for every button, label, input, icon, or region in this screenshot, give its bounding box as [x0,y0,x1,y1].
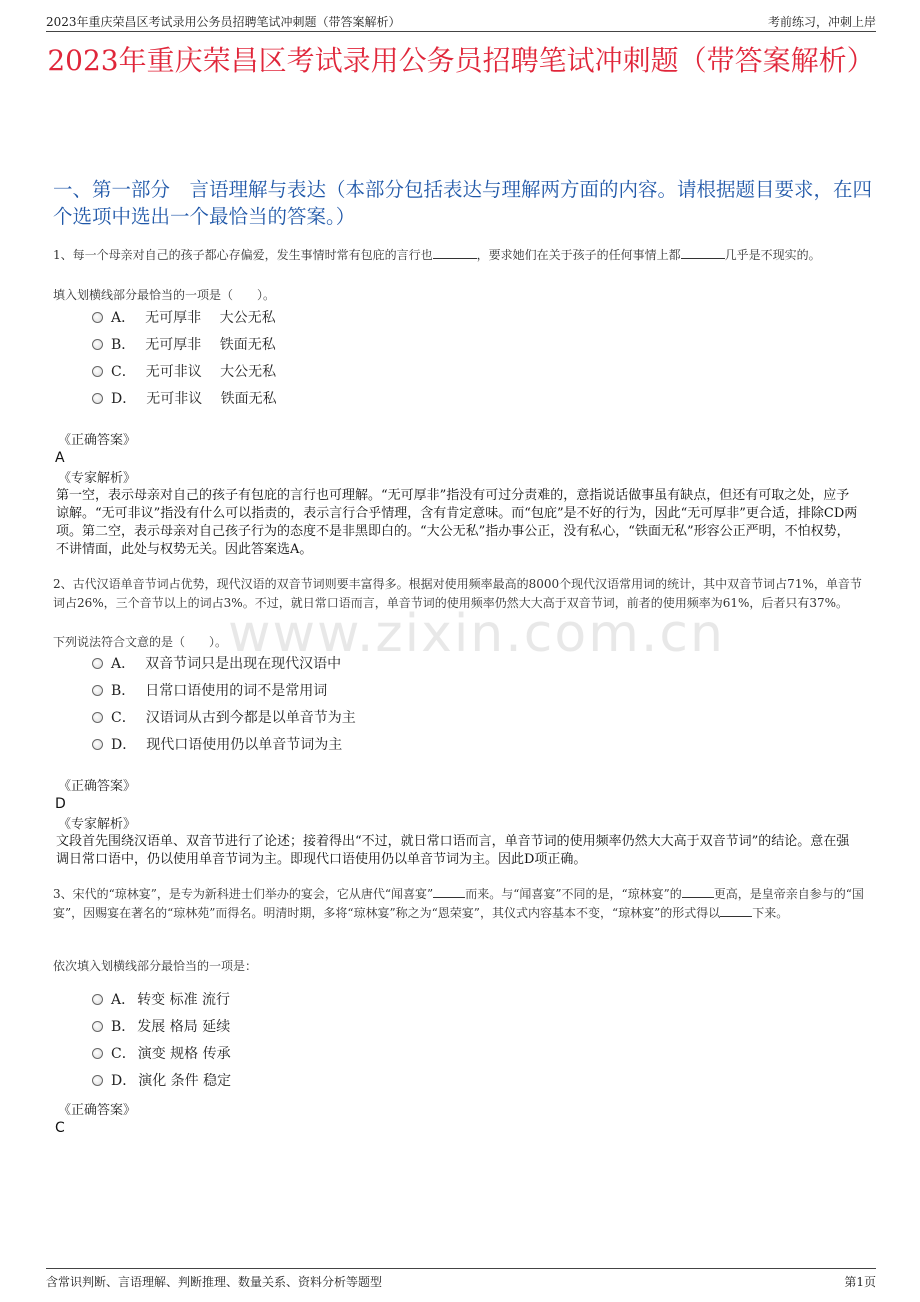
page-number: 第1页 [844,1275,876,1289]
question-1-answer-label: 《正确答案》 [58,433,137,448]
question-3-option-c[interactable] [92,1045,231,1063]
radio-icon[interactable] [92,339,103,350]
question-2-option-b[interactable] [92,682,327,700]
radio-icon[interactable] [92,393,103,404]
question-2-option-c[interactable] [92,709,356,727]
option-text: 无可非议 大公无私 [145,364,277,380]
page-header [46,10,876,32]
option-text: 发展 格局 延续 [137,1019,231,1035]
radio-icon[interactable] [92,1075,103,1086]
question-3-stem-part-1: 3、宋代的“琼林宴”，是专为新科进士们举办的宴会，它从唐代“闻喜宴” [53,887,434,901]
question-1-option-a[interactable] [92,309,276,327]
question-3-option-b[interactable] [92,1018,230,1036]
option-letter: A． [111,656,136,672]
section-heading: 一、第一部分 言语理解与表达（本部分包括表达与理解两方面的内容。请根据题目要求，在四个选项中选出一个最恰当的答案。） [53,178,873,228]
option-letter: C． [111,1046,136,1062]
option-text: 日常口语使用的词不是常用词 [145,683,328,699]
page-footer [46,1268,876,1290]
radio-icon[interactable] [92,994,103,1005]
question-1-option-b[interactable] [92,336,276,354]
question-1-stem-part-2: ，要求她们在关于孩子的任何事情上都 [476,248,681,262]
option-letter: C． [111,710,136,726]
option-letter: B． [111,1019,136,1035]
option-text: 汉语词从古到今都是以单音节为主 [145,710,356,726]
question-1-prompt: 填入划横线部分最恰当的一项是（ ）。 [53,288,276,302]
question-2-stem: 2、古代汉语单音节词占优势，现代汉语的双音节词则要丰富得多。根据对使用频率最高的8000个现代汉语常用词的统计，其中双音节词占71%，单音节词占26%，三个音节以上的词占3%。不过，就日常口语而言，单音节词的使用频率仍然大大高于双音节词，前者的使用频率为61%，后者只有37%。 [53,577,862,610]
option-text: 转变 标准 流行 [137,992,231,1008]
question-1-stem-part-3: 几乎是不现实的。 [724,248,821,262]
question-2-answer: D [55,796,66,812]
option-letter: B． [111,337,136,353]
question-1-stem [53,246,870,265]
question-1-stem-part-1: 1、每一个母亲对自己的孩子都心存偏爱，发生事情时常有包庇的言行也 [53,248,433,262]
option-letter: D． [111,1073,137,1089]
radio-icon[interactable] [92,312,103,323]
question-3-stem-part-2: 而来。与“闻喜宴”不同的是，“琼林宴”的 [465,887,682,901]
option-text: 演变 规格 传承 [137,1046,231,1062]
question-3-prompt: 依次填入划横线部分最恰当的一项是： [53,959,258,973]
question-1-answer: A [55,450,65,466]
answer-blank [433,246,477,259]
question-3-stem [53,885,870,923]
option-letter: B． [111,683,136,699]
radio-icon[interactable] [92,712,103,723]
radio-icon[interactable] [92,1048,103,1059]
header-doc-title: 2023年重庆荣昌区考试录用公务员招聘笔试冲刺题（带答案解析） [46,15,401,29]
question-3-option-a[interactable] [92,991,230,1009]
option-letter: A． [111,310,136,326]
question-3-option-d[interactable] [92,1072,231,1090]
radio-icon[interactable] [92,685,103,696]
option-text: 无可厚非 铁面无私 [145,337,276,353]
page-title: 2023年重庆荣昌区考试录用公务员招聘笔试冲刺题（带答案解析） [47,44,875,77]
header-slogan: 考前练习，冲刺上岸 [767,15,876,29]
question-3-answer-label: 《正确答案》 [58,1103,137,1118]
radio-icon[interactable] [92,658,103,669]
answer-blank [681,246,725,259]
option-text: 双音节词只是出现在现代汉语中 [145,656,342,672]
radio-icon[interactable] [92,739,103,750]
option-text: 演化 条件 稳定 [138,1073,232,1089]
question-1-option-d[interactable] [92,390,277,408]
question-1-option-c[interactable] [92,363,276,381]
question-2-prompt: 下列说法符合文意的是（ ）。 [53,635,228,649]
answer-blank [720,904,752,917]
question-3-stem-part-3: 更高，是皇帝亲自参与的“国宴”，因赐宴在著名的“琼林苑”而得名。明清时期，多将“琼林宴”称之为“恩荣宴”，其仪式内容基本不变，“琼林宴”的形式得以 [53,887,864,920]
option-letter: A． [111,992,136,1008]
question-2-answer-label: 《正确答案》 [58,779,137,794]
option-letter: D． [111,737,137,753]
question-2-analysis-label: 《专家解析》 [58,817,137,832]
question-1-analysis-label: 《专家解析》 [58,471,137,486]
question-1-analysis: 第一空，表示母亲对自己的孩子有包庇的言行也可理解。“无可厚非”指没有可过分责难的，意指说话做事虽有缺点，但还有可取之处，应予谅解。“无可非议”指没有什么可以指责的，表示言行合乎情理，含有肯定意味。而“包庇”是不好的行为，因此“无可厚非”更合适，排除CD两项。第二空，表示母亲对自己孩子行为的态度不是非黑即白的。“大公无私”指办事公正，没有私心，“铁面无私”形容公正严明，不怕权势，不讲情面，此处与权势无关。因此答案选A。 [56,488,858,557]
option-letter: C． [111,364,136,380]
question-2-option-d[interactable] [92,736,342,754]
answer-blank [433,885,465,898]
question-3-stem-part-4: 下来。 [752,906,789,920]
radio-icon[interactable] [92,1021,103,1032]
option-text: 现代口语使用仍以单音节词为主 [146,737,343,753]
watermark: www.zixin.com.cn [228,604,725,664]
option-text: 无可厚非 大公无私 [145,310,276,326]
footer-topics: 含常识判断、言语理解、判断推理、数量关系、资料分析等题型 [46,1275,383,1289]
radio-icon[interactable] [92,366,103,377]
option-text: 无可非议 铁面无私 [146,391,277,407]
question-3-answer: C [55,1120,65,1136]
answer-blank [682,885,714,898]
option-letter: D． [111,391,137,407]
question-2-analysis: 文段首先围绕汉语单、双音节进行了论述；接着得出“不过，就日常口语而言，单音节词的使用频率仍然大大高于双音节词”的结论。意在强调日常口语中，仍以使用单音节词为主。即现代口语使用仍以单音节词为主。因此D项正确。 [56,834,850,867]
